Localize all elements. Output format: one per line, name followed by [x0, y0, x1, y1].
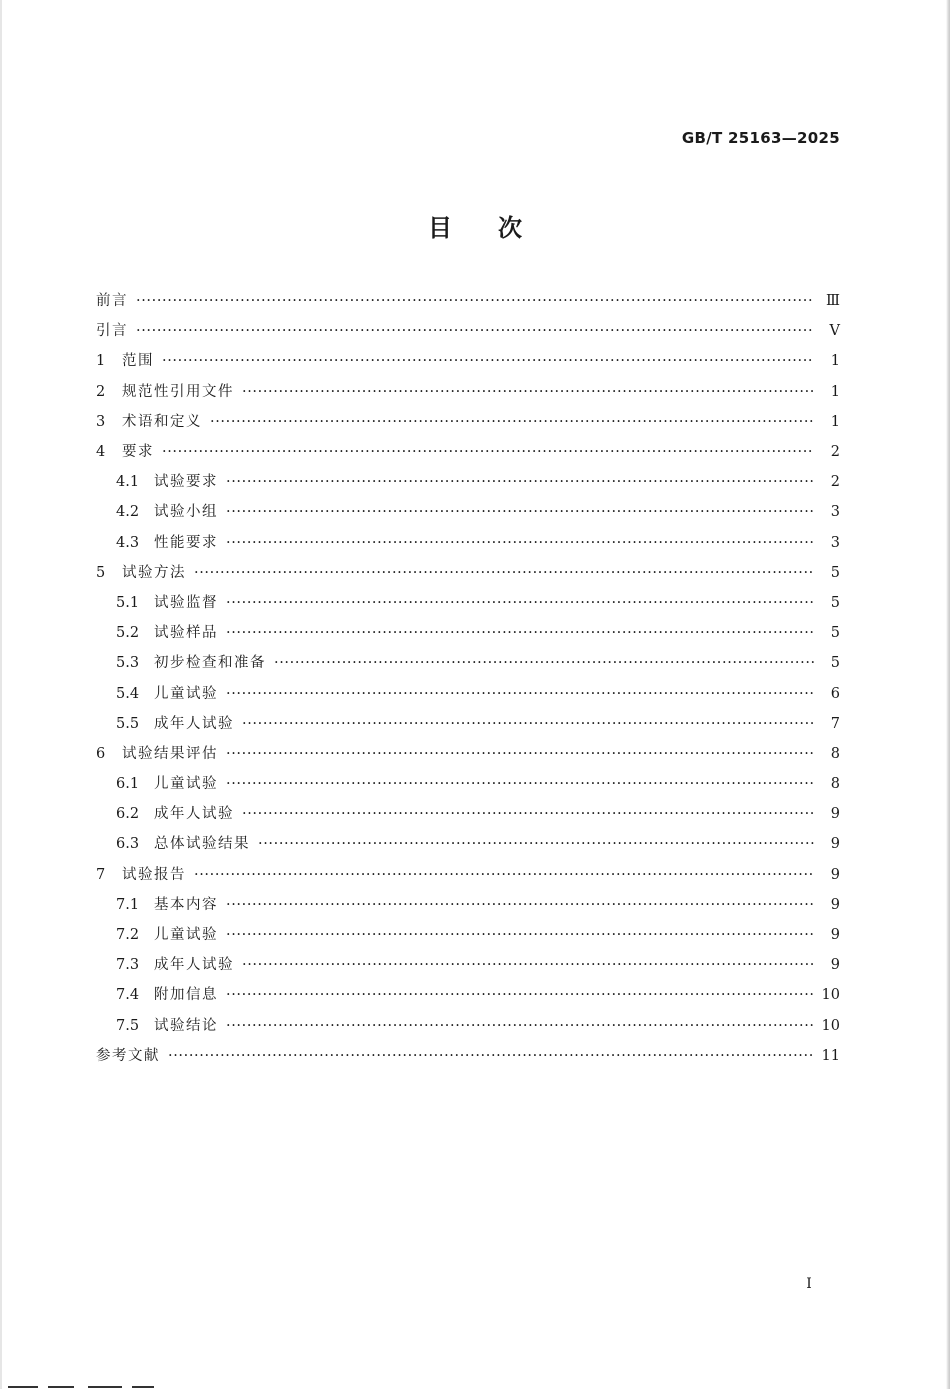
toc-leader-dots [258, 829, 814, 859]
toc-entry[interactable] [96, 739, 840, 769]
toc-entry-label: 试验结论 [154, 1017, 218, 1034]
page-title: 目次 [428, 214, 568, 242]
standard-code: GB/T 25163—2025 [681, 129, 840, 147]
toc-entry-label: 试验结果评估 [122, 745, 218, 762]
toc-entry-number: 6.2 [116, 806, 140, 823]
toc-entry[interactable] [96, 377, 840, 407]
scan-bottom-marks [0, 1383, 200, 1389]
toc-entry-label: 附加信息 [154, 987, 218, 1004]
toc-entry[interactable] [96, 980, 840, 1010]
toc-entry-label: 试验样品 [154, 625, 218, 642]
toc-entry-page: 7 [830, 715, 840, 732]
toc-entry[interactable] [96, 346, 840, 376]
toc-entry-number: 4.3 [116, 534, 140, 551]
toc-leader-dots [242, 377, 814, 407]
toc-entry-page: 9 [830, 927, 840, 944]
toc-leader-dots [242, 950, 814, 980]
toc-leader-dots [226, 980, 814, 1010]
toc-entry-label: 儿童试验 [154, 776, 218, 793]
toc-entry-page: 5 [830, 594, 840, 611]
toc-leader-dots [274, 648, 814, 678]
toc-leader-dots [242, 799, 814, 829]
toc-entry[interactable] [96, 920, 840, 950]
toc-entry-label: 成年人试验 [154, 715, 234, 732]
toc-entry-label: 初步检查和准备 [154, 655, 266, 672]
toc-entry[interactable] [96, 286, 840, 316]
toc-leader-dots [210, 407, 814, 437]
toc-entry-page: 3 [830, 504, 840, 521]
toc-entry-label: 成年人试验 [154, 957, 234, 974]
toc-leader-dots [136, 316, 814, 346]
toc-entry-page: 9 [830, 806, 840, 823]
toc-leader-dots [194, 860, 814, 890]
toc-entry-page: 1 [830, 413, 840, 430]
toc-leader-dots [162, 437, 814, 467]
toc-entry[interactable] [96, 648, 840, 678]
toc-entry-page: 1 [830, 353, 840, 370]
toc-entry-page: 2 [830, 444, 840, 461]
toc-leader-dots [162, 346, 814, 376]
toc-entry-label: 试验监督 [154, 594, 218, 611]
toc-entry[interactable] [96, 497, 840, 527]
toc-entry[interactable] [96, 1011, 840, 1041]
toc-entry-page: 8 [830, 776, 840, 793]
toc-entry[interactable] [96, 950, 840, 980]
toc-entry[interactable] [96, 407, 840, 437]
toc-entry-number: 7.2 [116, 927, 140, 944]
toc-entry-label: 试验小组 [154, 504, 218, 521]
toc-entry-number: 7.3 [116, 957, 140, 974]
toc-entry-label: 参考文献 [96, 1047, 160, 1064]
page-number: I [806, 1276, 812, 1292]
toc-entry-number: 7.1 [116, 896, 140, 913]
toc-leader-dots [194, 558, 814, 588]
toc-entry[interactable] [96, 528, 840, 558]
toc-entry[interactable] [96, 618, 840, 648]
toc-leader-dots [136, 286, 814, 316]
toc-leader-dots [242, 709, 814, 739]
toc-leader-dots [226, 920, 814, 950]
toc-entry[interactable] [96, 1041, 840, 1071]
toc-entry-number: 5.4 [116, 685, 140, 702]
toc-entry-label: 试验报告 [122, 866, 186, 883]
toc-entry-page: Ⅲ [826, 293, 840, 310]
toc-leader-dots [226, 679, 814, 709]
table-of-contents [96, 286, 840, 1071]
toc-entry-number: 6.1 [116, 776, 140, 793]
toc-leader-dots [226, 618, 814, 648]
toc-entry-label: 引言 [96, 323, 128, 340]
toc-entry-number: 6 [96, 745, 106, 762]
toc-entry-page: 9 [830, 957, 840, 974]
toc-entry-label: 性能要求 [154, 534, 218, 551]
toc-entry-number: 5.1 [116, 594, 140, 611]
toc-entry-number: 7 [96, 866, 106, 883]
toc-entry-number: 4 [96, 444, 106, 461]
toc-leader-dots [226, 1011, 814, 1041]
toc-entry-number: 5 [96, 564, 106, 581]
toc-entry[interactable] [96, 860, 840, 890]
toc-entry-number: 4.2 [116, 504, 140, 521]
toc-entry[interactable] [96, 890, 840, 920]
toc-entry-page: 9 [830, 836, 840, 853]
toc-entry-page: 9 [830, 866, 840, 883]
toc-entry-page: 8 [830, 745, 840, 762]
toc-entry[interactable] [96, 437, 840, 467]
toc-entry-page: 5 [830, 564, 840, 581]
toc-entry-page: 5 [830, 625, 840, 642]
toc-leader-dots [226, 588, 814, 618]
toc-leader-dots [226, 769, 814, 799]
toc-entry-page: 5 [830, 655, 840, 672]
toc-entry-label: 术语和定义 [122, 413, 202, 430]
toc-leader-dots [226, 467, 814, 497]
toc-entry-page: 6 [830, 685, 840, 702]
toc-entry-number: 5.3 [116, 655, 140, 672]
toc-entry-label: 试验方法 [122, 564, 186, 581]
toc-leader-dots [226, 528, 814, 558]
toc-entry-page: 3 [830, 534, 840, 551]
toc-entry-page: 9 [830, 896, 840, 913]
toc-entry-label: 要求 [122, 444, 154, 461]
toc-entry[interactable] [96, 678, 840, 708]
toc-entry-label: 前言 [96, 293, 128, 310]
toc-entry[interactable] [96, 709, 840, 739]
toc-entry-label: 试验要求 [154, 474, 218, 491]
toc-entry-page: 11 [821, 1047, 840, 1064]
toc-entry[interactable] [96, 769, 840, 799]
toc-entry-label: 基本内容 [154, 896, 218, 913]
toc-entry-number: 4.1 [116, 474, 140, 491]
toc-entry[interactable] [96, 829, 840, 859]
toc-entry-label: 总体试验结果 [154, 836, 250, 853]
toc-leader-dots [226, 739, 814, 769]
toc-entry-number: 6.3 [116, 836, 140, 853]
toc-entry-number: 2 [96, 383, 106, 400]
toc-entry[interactable] [96, 588, 840, 618]
toc-entry-page: 2 [830, 474, 840, 491]
toc-leader-dots [168, 1041, 814, 1071]
toc-entry[interactable] [96, 316, 840, 346]
toc-leader-dots [226, 497, 814, 527]
toc-entry-label: 规范性引用文件 [122, 383, 234, 400]
toc-entry-number: 3 [96, 413, 106, 430]
toc-entry-page: Ⅴ [829, 323, 840, 340]
toc-entry-label: 范围 [122, 353, 154, 370]
toc-leader-dots [226, 890, 814, 920]
toc-entry-page: 10 [821, 987, 840, 1004]
toc-entry-number: 5.2 [116, 625, 140, 642]
toc-entry-number: 7.5 [116, 1017, 140, 1034]
toc-entry-label: 儿童试验 [154, 685, 218, 702]
toc-entry-number: 5.5 [116, 715, 140, 732]
toc-entry-page: 1 [830, 383, 840, 400]
toc-entry-label: 儿童试验 [154, 927, 218, 944]
toc-entry[interactable] [96, 558, 840, 588]
toc-entry-number: 1 [96, 353, 106, 370]
toc-entry[interactable] [96, 467, 840, 497]
toc-entry-number: 7.4 [116, 987, 140, 1004]
toc-entry-label: 成年人试验 [154, 806, 234, 823]
toc-entry[interactable] [96, 799, 840, 829]
toc-entry-page: 10 [821, 1017, 840, 1034]
